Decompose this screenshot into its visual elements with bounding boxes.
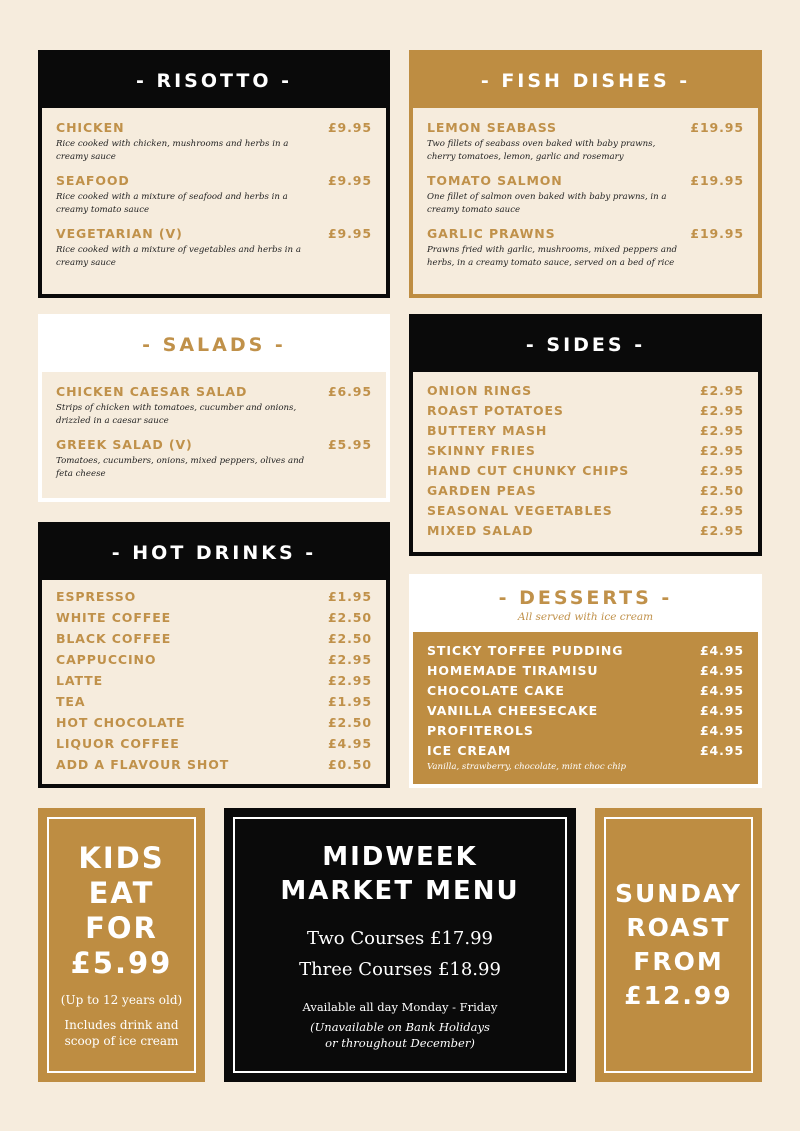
menu-item — [56, 120, 372, 163]
fish-items — [413, 108, 758, 294]
list-item — [427, 480, 744, 500]
hot-drinks-header — [42, 526, 386, 580]
midweek-exclusion: (Unavailable on Bank Holidays — [310, 1020, 490, 1034]
item-name: HOMEMADE TIRAMISU — [427, 662, 599, 678]
item-price: £2.95 — [699, 422, 744, 438]
kids-age-note: (Up to 12 years old) — [60, 993, 183, 1007]
item-name: LEMON SEABASS — [427, 120, 557, 135]
salads-header — [42, 318, 386, 372]
fish-title: - FISH DISHES - — [480, 70, 691, 92]
item-price: £9.95 — [327, 120, 372, 135]
item-name: HAND CUT CHUNKY CHIPS — [427, 462, 630, 478]
item-name: TOMATO SALMON — [427, 173, 563, 188]
midweek-title: MARKET MENU — [280, 876, 520, 906]
item-price: £19.95 — [690, 226, 744, 241]
item-price: £19.95 — [690, 173, 744, 188]
item-price: £9.95 — [327, 226, 372, 241]
kids-line: FOR — [85, 911, 158, 945]
midweek-title: MIDWEEK — [322, 842, 478, 872]
item-name: MIXED SALAD — [427, 522, 534, 538]
desserts-title: - DESSERTS - — [498, 587, 673, 609]
item-name: WHITE COFFEE — [56, 610, 172, 625]
item-name: GARLIC PRAWNS — [427, 226, 556, 241]
item-price: £2.95 — [327, 673, 372, 688]
risotto-title: - RISOTTO - — [135, 70, 293, 92]
sides-header — [413, 318, 758, 372]
ice-cream-flavours: Vanilla, strawberry, chocolate, mint choc chip — [427, 762, 627, 772]
risotto-items — [42, 108, 386, 294]
fish-dishes-section — [409, 50, 762, 298]
item-price: £19.95 — [690, 120, 744, 135]
salads-title: - SALADS - — [142, 334, 286, 356]
item-price: £2.50 — [327, 631, 372, 646]
item-price: £2.95 — [699, 382, 744, 398]
fish-header — [413, 54, 758, 108]
item-description: One fillet of salmon oven baked with baby prawns, in a creamy tomato sauce — [427, 192, 667, 215]
three-courses-price: Three Courses £18.99 — [299, 959, 501, 980]
list-item — [56, 586, 372, 607]
item-price: £5.95 — [327, 437, 372, 452]
item-name: CHOCOLATE CAKE — [427, 682, 565, 698]
list-item — [427, 740, 744, 760]
menu-item — [56, 226, 372, 269]
list-item — [56, 607, 372, 628]
item-description: Rice cooked with a mixture of vegetables and herbs in a creamy sauce — [56, 245, 301, 268]
list-item — [56, 670, 372, 691]
item-name: LATTE — [56, 673, 104, 688]
item-price: £4.95 — [699, 702, 744, 718]
salads-section — [38, 314, 390, 502]
menu-item — [427, 226, 744, 269]
sunday-line: SUNDAY — [614, 879, 743, 908]
item-description: Prawns fried with garlic, mushrooms, mixed peppers and herbs, in a creamy tomato sauce, served on a bed of rice — [427, 245, 677, 268]
kids-line: EAT — [88, 876, 155, 910]
risotto-header — [42, 54, 386, 108]
menu-item — [56, 173, 372, 216]
desserts-items — [413, 632, 758, 784]
sunday-promo-frame — [604, 817, 753, 1073]
item-price: £2.95 — [699, 522, 744, 538]
item-price: £4.95 — [699, 662, 744, 678]
list-item — [56, 649, 372, 670]
sunday-line: ROAST — [626, 913, 731, 942]
list-item — [56, 712, 372, 733]
list-item — [56, 733, 372, 754]
item-price: £4.95 — [699, 682, 744, 698]
list-item — [427, 400, 744, 420]
sunday-line: FROM — [633, 947, 724, 976]
list-item — [427, 520, 744, 540]
kids-promo-frame — [47, 817, 196, 1073]
item-name: STICKY TOFFEE PUDDING — [427, 642, 624, 658]
risotto-section — [38, 50, 390, 298]
item-price: £2.95 — [699, 502, 744, 518]
hot-drinks-title: - HOT DRINKS - — [111, 542, 317, 564]
item-description: Strips of chicken with tomatoes, cucumber and onions, drizzled in a caesar sauce — [56, 403, 297, 426]
item-price: £6.95 — [327, 384, 372, 399]
item-name: GARDEN PEAS — [427, 482, 537, 498]
item-name: CHICKEN CAESAR SALAD — [56, 384, 248, 399]
item-name: SKINNY FRIES — [427, 442, 536, 458]
kids-line: KIDS — [78, 841, 165, 875]
item-price: £0.50 — [327, 757, 372, 772]
item-name: SEAFOOD — [56, 173, 130, 188]
item-description: Rice cooked with a mixture of seafood and herbs in a creamy tomato sauce — [56, 192, 288, 215]
item-price: £2.50 — [327, 610, 372, 625]
menu-item — [427, 173, 744, 216]
desserts-header — [413, 578, 758, 632]
list-item — [427, 660, 744, 680]
item-price: £4.95 — [327, 736, 372, 751]
item-description: Two fillets of seabass oven baked with baby prawns, cherry tomatoes, lemon, garlic and rosemary — [427, 139, 656, 162]
midweek-promo-frame — [233, 817, 567, 1073]
hot-drinks-items — [42, 580, 386, 784]
item-name: ROAST POTATOES — [427, 402, 564, 418]
item-price: £4.95 — [699, 742, 744, 758]
item-price: £2.95 — [699, 402, 744, 418]
item-name: SEASONAL VEGETABLES — [427, 502, 613, 518]
item-name: ONION RINGS — [427, 382, 533, 398]
item-name: VEGETARIAN (V) — [56, 226, 183, 241]
midweek-promo — [224, 808, 576, 1082]
item-price: £2.95 — [699, 442, 744, 458]
item-name: ADD A FLAVOUR SHOT — [56, 757, 230, 772]
menu-item — [427, 120, 744, 163]
salads-items — [42, 372, 386, 498]
item-name: TEA — [56, 694, 86, 709]
sides-title: - SIDES - — [525, 334, 646, 356]
midweek-exclusion: or throughout December) — [325, 1036, 475, 1050]
item-name: ESPRESSO — [56, 589, 137, 604]
list-item — [56, 691, 372, 712]
list-item — [427, 420, 744, 440]
item-price: £2.95 — [699, 462, 744, 478]
item-description: Tomatoes, cucumbers, onions, mixed peppers, olives and feta cheese — [56, 456, 305, 479]
kids-includes: Includes drink and scoop of ice cream — [64, 1018, 179, 1048]
item-name: CAPPUCCINO — [56, 652, 157, 667]
list-item — [56, 754, 372, 775]
kids-promo — [38, 808, 205, 1082]
list-item — [427, 460, 744, 480]
item-price: £1.95 — [327, 589, 372, 604]
item-name: GREEK SALAD (V) — [56, 437, 193, 452]
sunday-roast-promo — [595, 808, 762, 1082]
item-name: HOT CHOCOLATE — [56, 715, 186, 730]
list-item — [427, 380, 744, 400]
item-price: £2.50 — [327, 715, 372, 730]
menu-item — [56, 384, 372, 427]
sides-section — [409, 314, 762, 556]
item-name: BUTTERY MASH — [427, 422, 548, 438]
menu-item — [56, 437, 372, 480]
two-courses-price: Two Courses £17.99 — [307, 928, 493, 949]
list-item — [427, 680, 744, 700]
kids-price: £5.99 — [70, 946, 173, 980]
sides-items — [413, 372, 758, 552]
list-item — [56, 628, 372, 649]
list-item — [427, 700, 744, 720]
item-price: £4.95 — [699, 722, 744, 738]
item-description: Rice cooked with chicken, mushrooms and herbs in a creamy sauce — [56, 139, 289, 162]
list-item — [427, 500, 744, 520]
item-price: £9.95 — [327, 173, 372, 188]
list-item — [427, 440, 744, 460]
item-price: £2.95 — [327, 652, 372, 667]
hot-drinks-section — [38, 522, 390, 788]
item-price: £2.50 — [699, 482, 744, 498]
item-name: BLACK COFFEE — [56, 631, 172, 646]
item-name: VANILLA CHEESECAKE — [427, 702, 599, 718]
midweek-availability: Available all day Monday - Friday — [302, 1000, 498, 1014]
list-item — [427, 640, 744, 660]
item-price: £4.95 — [699, 642, 744, 658]
desserts-section — [409, 574, 762, 788]
item-name: CHICKEN — [56, 120, 125, 135]
sunday-price: £12.99 — [624, 981, 733, 1010]
desserts-subtitle: All served with ice cream — [517, 611, 654, 623]
item-name: LIQUOR COFFEE — [56, 736, 180, 751]
item-name: ICE CREAM — [427, 742, 512, 758]
item-price: £1.95 — [327, 694, 372, 709]
list-item — [427, 720, 744, 740]
item-name: PROFITEROLS — [427, 722, 534, 738]
